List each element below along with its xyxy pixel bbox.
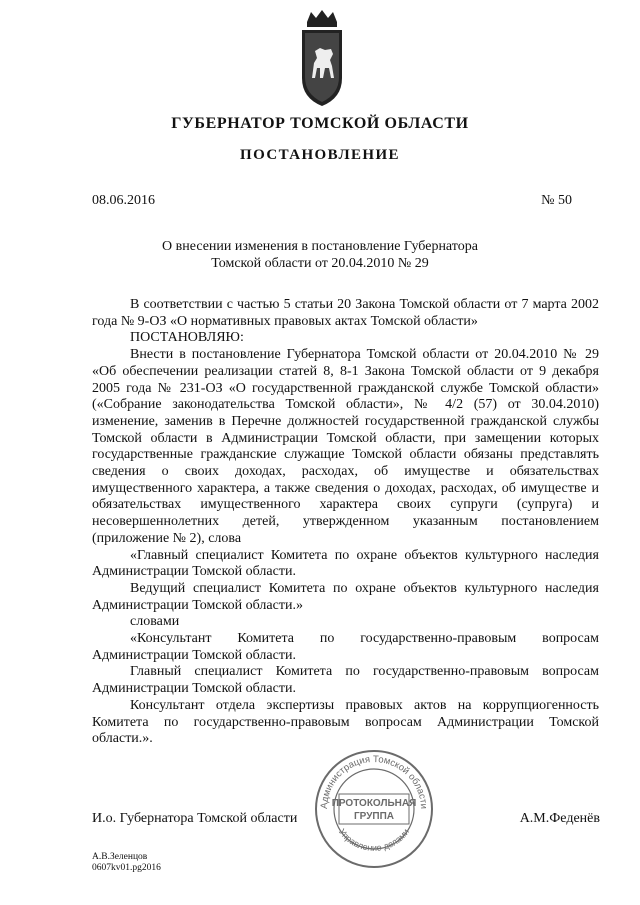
subject-line-2: Томской области от 20.04.2010 № 29 bbox=[211, 256, 429, 271]
stamp-ring-text: Администрация Томской области bbox=[318, 753, 430, 810]
document-type: ПОСТАНОВЛЕНИЕ bbox=[240, 147, 400, 163]
paragraph-new-words-2: Главный специалист Комитета по государственно-правовым вопросам Администрации Томской области. bbox=[92, 664, 599, 697]
document-date: 08.06.2016 bbox=[92, 193, 155, 208]
document-footer bbox=[92, 852, 161, 874]
signatory-position: И.о. Губернатора Томской области bbox=[92, 811, 298, 826]
stamp-ring-bottom-text: Управление делами bbox=[336, 826, 412, 853]
footer-file: 0607kv01.pg2016 bbox=[92, 863, 161, 873]
footer-author: А.В.Зеленцов bbox=[92, 852, 148, 862]
paragraph-new-words-1: «Консультант Комитета по государственно-правовым вопросам Администрации Томской области. bbox=[92, 631, 599, 663]
document-body bbox=[92, 297, 599, 748]
paragraph-basis: В соответствии с частью 5 статьи 20 Закона Томской области от 7 марта 2002 года № 9-ОЗ «О нормативных правовых актах Томской области» bbox=[92, 297, 599, 329]
stamp-center-line-2: ГРУППА bbox=[353, 811, 395, 822]
paragraph-old-words-2: Ведущий специалист Комитета по охране объектов культурного наследия Администрации Томской области.» bbox=[92, 580, 599, 613]
paragraph-new-words-3: Консультант отдела экспертизы правовых актов на коррупциогенность Комитета по государственно-правовым вопросам Администрации Томской области.». bbox=[92, 697, 599, 747]
svg-text:Управление делами bbox=[337, 827, 411, 853]
subject-line-1: О внесении изменения в постановление Губернатора bbox=[162, 239, 478, 254]
tomsk-coat-of-arms-icon bbox=[297, 8, 347, 108]
signatory-name: А.М.Феденёв bbox=[519, 811, 600, 826]
stamp-center-line-1: ПРОТОКОЛЬНАЯ bbox=[331, 798, 417, 809]
document-number: № 50 bbox=[541, 193, 572, 208]
paragraph-amendment: Внести в постановление Губернатора Томской области от 20.04.2010 № 29 «Об обеспечении реализации статей 8, 8-1 Закона Томской области от 9 декабря 2005 года № 231-ОЗ «О государственной гражданской службе Томской области» («Собрание законодательства Томской области», № 4/2 (57) от 30.04.2010) изменение, заменив в Перечне должностей государственной гражданской службы Томской области в Администрации Томской области, при замещении которых государственные гражданские служащие Томской области обязаны представлять сведения о своих доходах, расходах, об имуществе и обязательствах имущественного характера, а также сведения о доходах, расходах, об имуществе и обязательствах имущественного характера своих супруги (супруга) и несовершеннолетних детей, утвержденном указанным постановлением (приложение № 2), слова bbox=[92, 347, 599, 546]
issuer-title: ГУБЕРНАТОР ТОМСКОЙ ОБЛАСТИ bbox=[171, 115, 469, 132]
paragraph-old-words-1: «Главный специалист Комитета по охране объектов культурного наследия Администрации Томской области. bbox=[92, 547, 599, 580]
paragraph-resolve: ПОСТАНОВЛЯЮ: bbox=[130, 330, 244, 346]
document-subject bbox=[140, 238, 500, 272]
official-stamp bbox=[313, 748, 435, 870]
paragraph-replace-with: словами bbox=[130, 614, 180, 630]
